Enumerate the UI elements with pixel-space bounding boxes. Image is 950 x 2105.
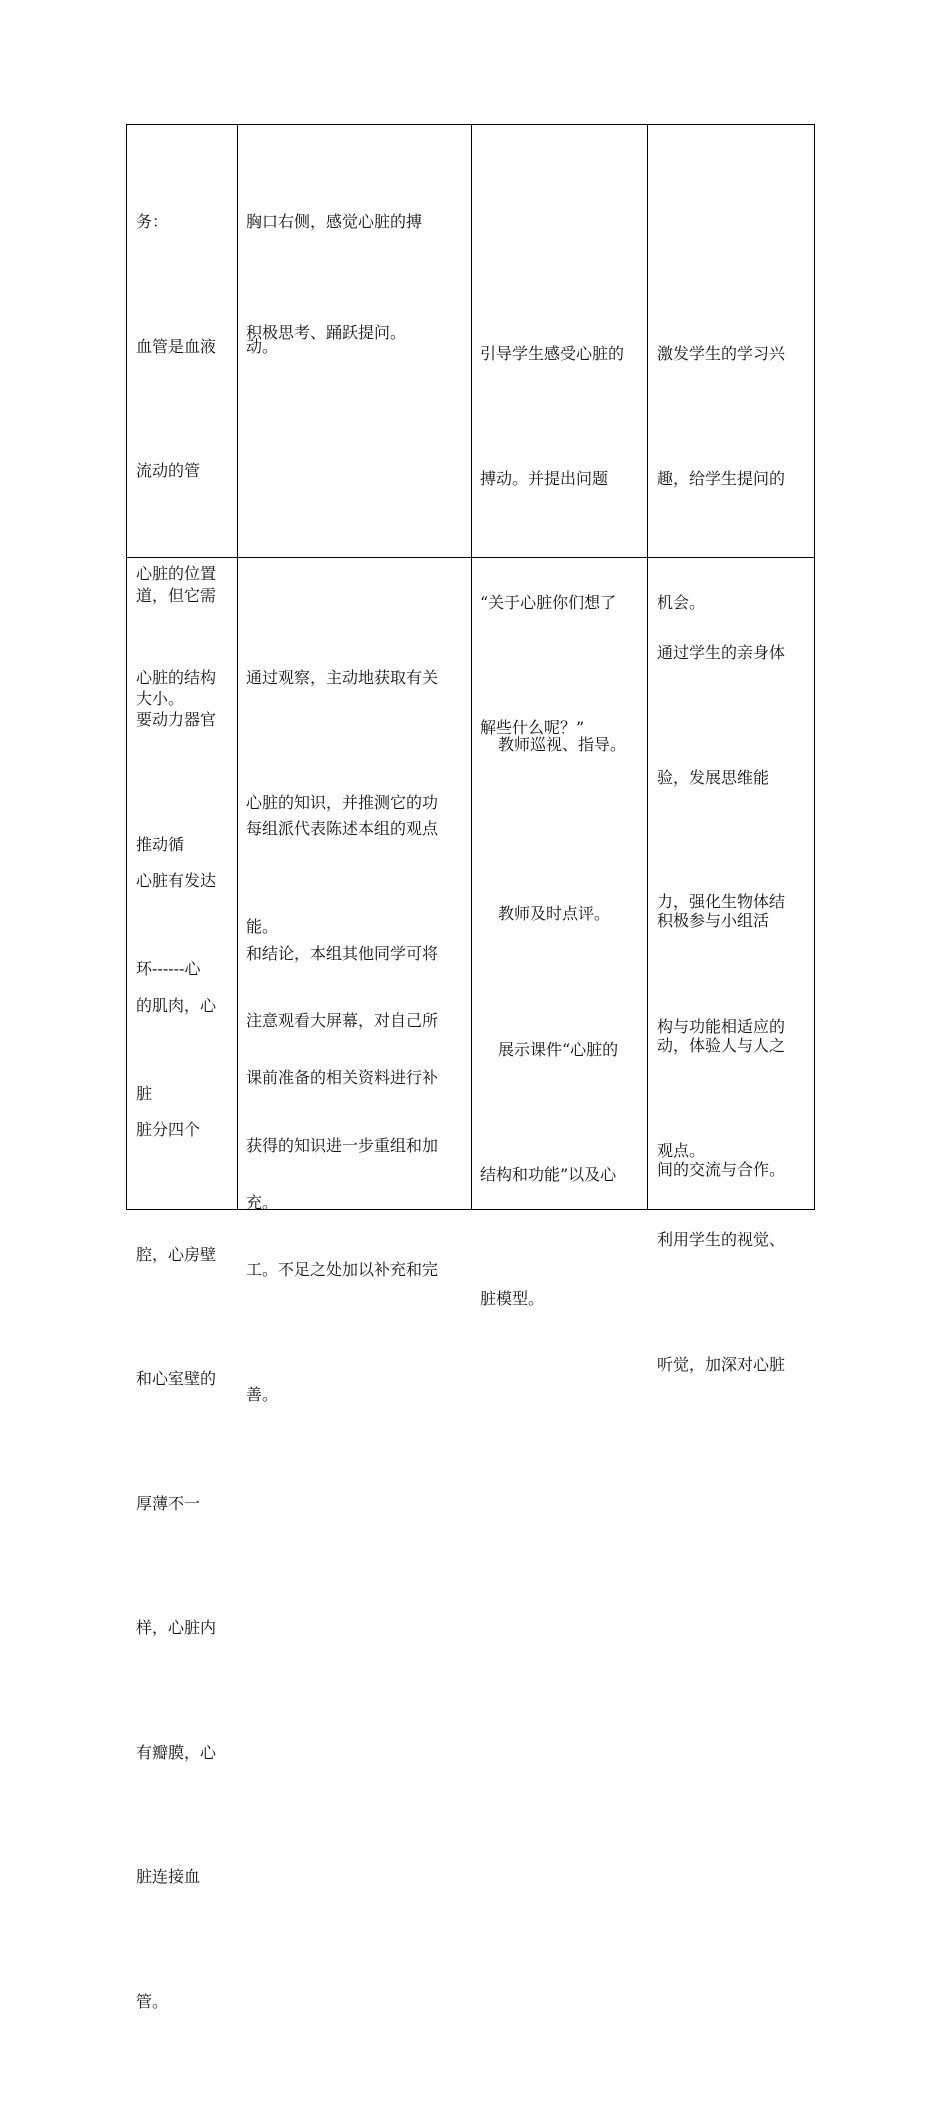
text-line: 和心室壁的 — [136, 1369, 217, 1388]
row2-content-text — [136, 777, 216, 2105]
text-line: 心脏的结构 — [136, 668, 217, 687]
text-line: 机会。 — [657, 593, 706, 612]
text-line: 充。 — [246, 1192, 279, 1212]
text-line: 观点。 — [657, 1141, 706, 1160]
text-line: 样，心脏内 — [136, 1618, 217, 1637]
text-line: 注意观看大屏幕，对自己所 — [246, 1011, 439, 1030]
text-line: 积极思考、踊跃提问。 — [246, 323, 407, 342]
text-line: 能。 — [246, 917, 279, 936]
text-line: 通过观察，主动地获取有关 — [246, 668, 439, 687]
row2-content-title — [136, 574, 216, 782]
text-line: 动，体验人与人之 — [657, 1035, 786, 1055]
column-divider-3 — [647, 125, 648, 1209]
text-line: 获得的知识进一步重组和加 — [246, 1135, 439, 1155]
text-line: 脏分四个 — [136, 1120, 201, 1139]
text-line: 心脏有发达 — [136, 871, 217, 890]
text-line: 务： — [136, 212, 169, 231]
text-line: 教师巡视、指导。 — [498, 735, 627, 754]
text-line: 通过学生的亲身体 — [657, 643, 786, 662]
text-line: 心脏的知识，并推测它的功 — [246, 792, 439, 812]
text-line: 每组派代表陈述本组的观点 — [246, 819, 439, 838]
text-line: 搏动。并提出问题 — [480, 468, 609, 488]
text-line: 厚薄不一 — [136, 1493, 201, 1513]
text-line: 验，发展思维能 — [657, 767, 770, 787]
text-line: 教师及时点评。 — [498, 904, 611, 923]
text-line: 善。 — [246, 1384, 279, 1404]
text-line: 展示课件“心脏的 — [498, 1040, 619, 1059]
text-line: 脏连接血 — [136, 1867, 201, 1886]
text-line: 听觉，加深对心脏 — [657, 1354, 786, 1374]
text-line: 腔，心房壁 — [136, 1244, 217, 1264]
text-line: 工。不足之处加以补充和完 — [246, 1260, 439, 1279]
column-divider-1 — [237, 125, 238, 1209]
text-line: 结构和功能”以及心 — [480, 1164, 617, 1184]
text-line: 和结论，本组其他同学可将 — [246, 943, 439, 963]
text-line: 环------心 — [136, 959, 201, 978]
text-line: 流动的管 — [136, 461, 201, 480]
text-line: 课前准备的相关资料进行补 — [246, 1068, 439, 1087]
row2-student-activity-c — [246, 917, 438, 1498]
text-line: 力，强化生物体结 — [657, 892, 786, 911]
text-line: 要动力器官 — [136, 710, 217, 729]
row2-teacher-activity-c — [480, 946, 618, 1403]
text-line: 利用学生的视觉、 — [657, 1230, 786, 1249]
text-line: 心脏的位置 — [136, 564, 217, 583]
text-line: 积极参与小组活 — [657, 911, 770, 930]
text-line: 血管是血液 — [136, 336, 217, 356]
text-line: 管。 — [136, 1991, 169, 2011]
text-line: 间的交流与合作。 — [657, 1160, 786, 1179]
text-line: 趣，给学生提问的 — [657, 468, 786, 488]
text-line: 动。 — [246, 336, 279, 356]
text-line: 脏模型。 — [480, 1289, 545, 1308]
text-line: 的肌肉，心 — [136, 995, 217, 1015]
text-line: 解些什么呢？” — [480, 717, 585, 737]
text-line: 胸口右侧，感觉心脏的搏 — [246, 212, 423, 231]
row2-design-intent-c — [657, 1136, 785, 1468]
text-line: 大小。 — [136, 688, 185, 708]
lesson-plan-table — [126, 124, 815, 2011]
row1-student-activity-b — [246, 229, 406, 437]
text-line: 构与功能相适应的 — [657, 1016, 786, 1036]
text-line: 脏 — [136, 1083, 153, 1103]
text-line: 引导学生感受心脏的 — [480, 344, 625, 363]
text-line: 推动循 — [136, 834, 185, 854]
text-line: 激发学生的学习兴 — [657, 344, 786, 363]
text-line: 道，但它需 — [136, 585, 217, 605]
text-line: 有瓣膜，心 — [136, 1742, 217, 1762]
text-line: “关于心脏你们想了 — [480, 593, 617, 612]
column-divider-2 — [471, 125, 472, 1209]
